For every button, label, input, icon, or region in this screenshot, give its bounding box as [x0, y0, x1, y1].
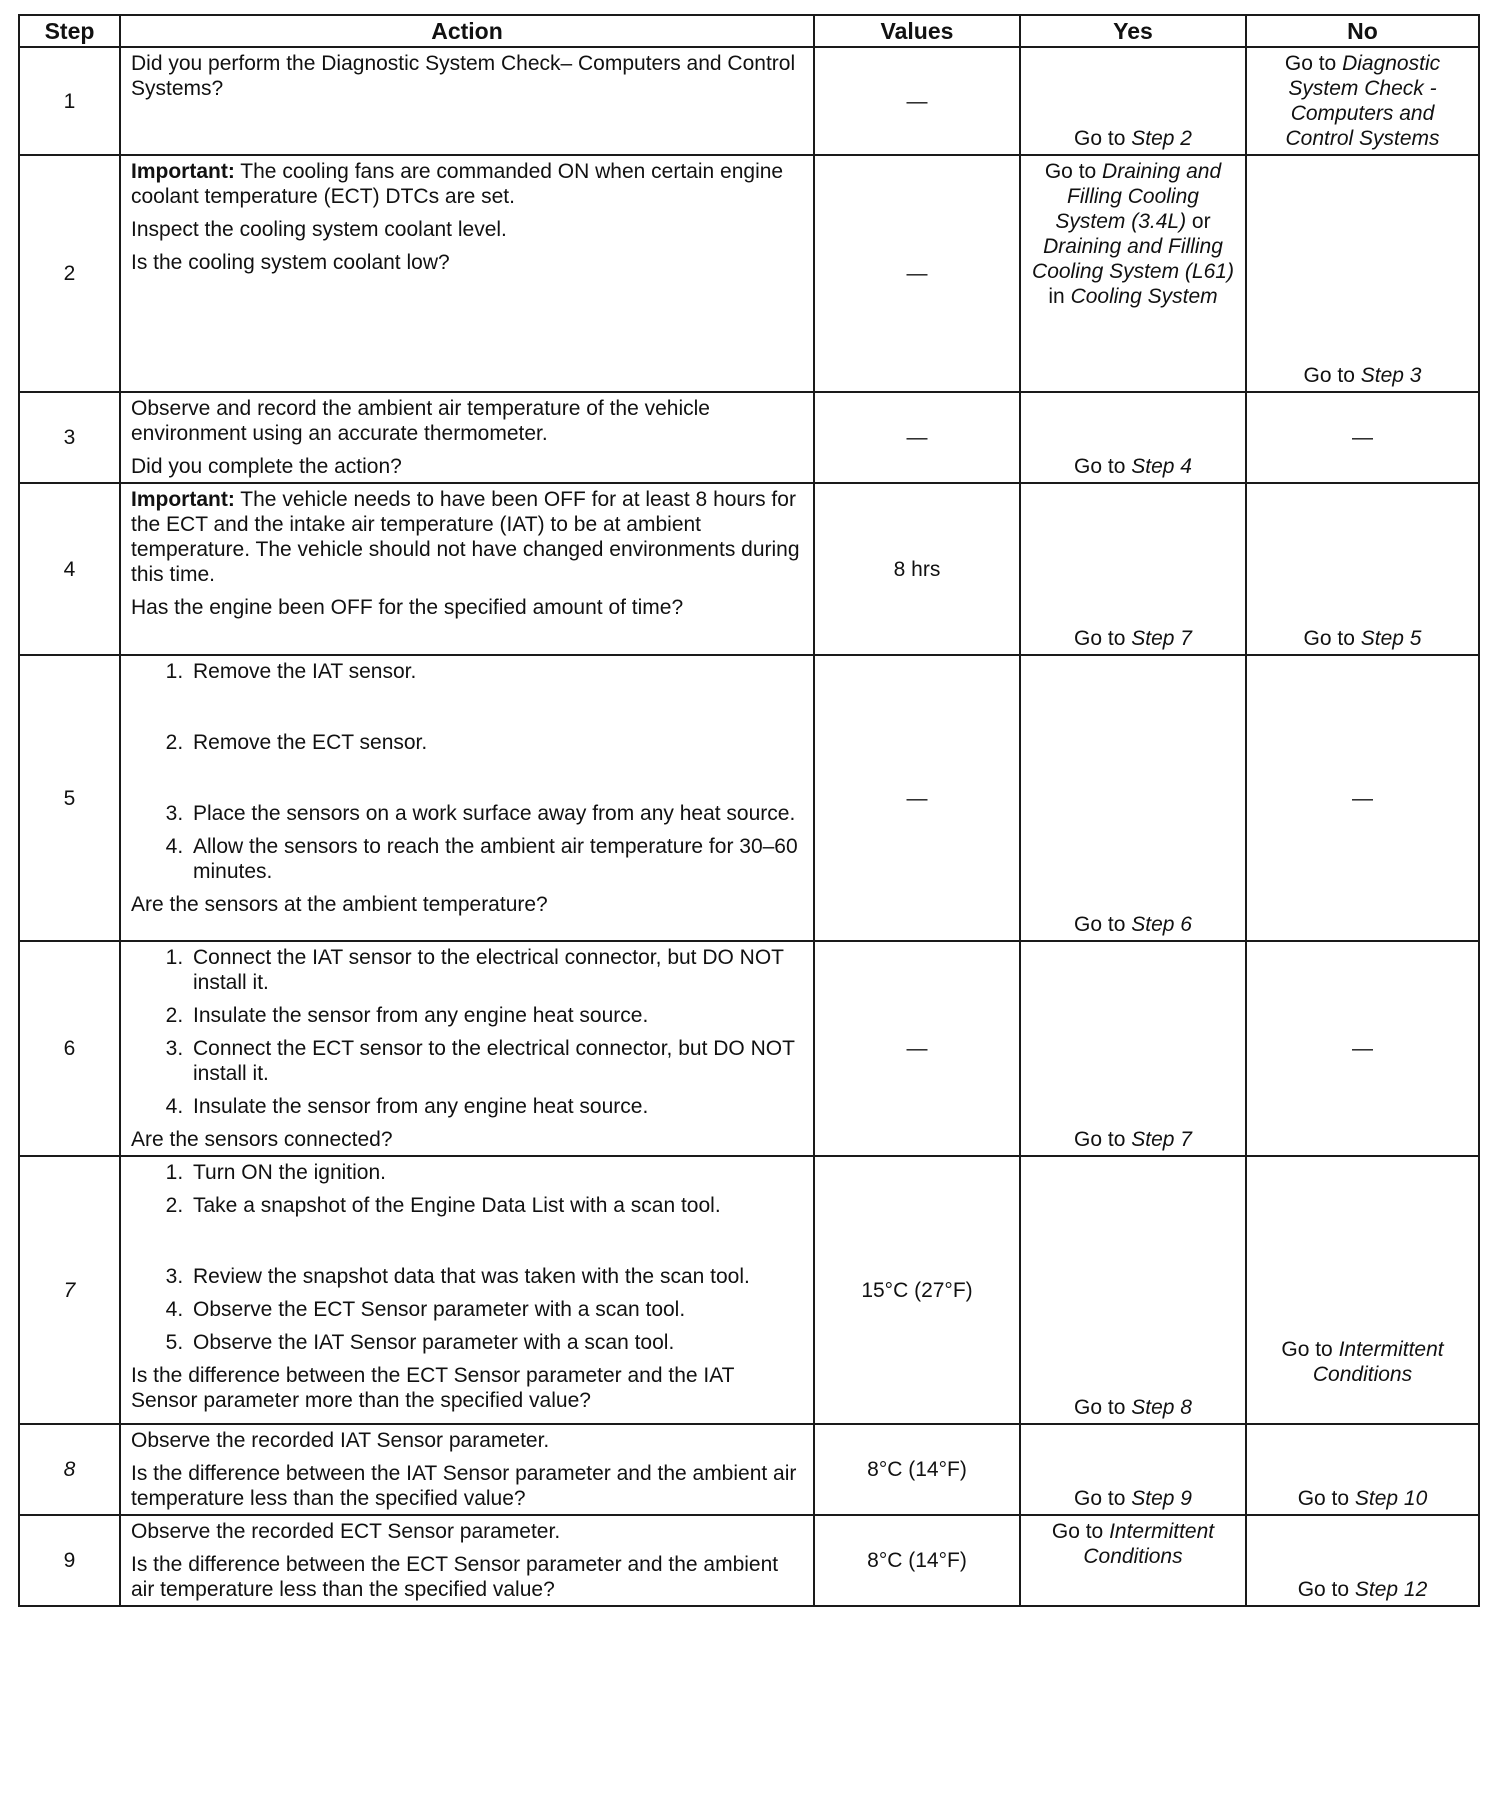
- no-cell: [1246, 1156, 1479, 1424]
- yes-link[interactable]: Step 9: [1131, 1487, 1192, 1510]
- step-number: 9: [19, 1515, 120, 1606]
- no-prefix: Go to: [1284, 52, 1343, 75]
- yes-cell: [1020, 392, 1246, 483]
- list-item: 1. Turn ON the ignition.: [189, 1160, 803, 1185]
- diagnostic-table: [18, 14, 1480, 1607]
- step-number: 1: [19, 47, 120, 155]
- yes-mid-text: or: [1186, 210, 1211, 233]
- no-link[interactable]: Diagnostic System Check - Computers and Control Systems: [1285, 52, 1441, 150]
- action-list: [131, 1160, 803, 1355]
- important-note: [131, 487, 803, 587]
- list-item: 3. Review the snapshot data that was taken with the scan tool.: [189, 1264, 803, 1289]
- action-question: Has the engine been OFF for the specified amount of time?: [131, 596, 684, 619]
- yes-prefix: Go to: [1074, 455, 1132, 478]
- yes-prefix: Go to: [1074, 627, 1132, 650]
- yes-link[interactable]: Step 7: [1131, 1128, 1192, 1151]
- yes-prefix: Go to: [1051, 1520, 1110, 1543]
- yes-cell: [1020, 1156, 1246, 1424]
- no-prefix: Go to: [1281, 1338, 1339, 1361]
- action-question: Did you complete the action?: [131, 455, 402, 478]
- no-prefix: Go to: [1303, 364, 1361, 387]
- no-cell: [1246, 155, 1479, 392]
- no-prefix: Go to: [1303, 627, 1361, 650]
- list-item: 2. Take a snapshot of the Engine Data List with a scan tool.: [189, 1193, 803, 1218]
- no-link[interactable]: Intermittent Conditions: [1312, 1338, 1444, 1386]
- list-item: 3. Place the sensors on a work surface away from any heat source.: [189, 801, 803, 826]
- no-link[interactable]: Step 5: [1360, 627, 1422, 650]
- action-question: Is the difference between the ECT Sensor parameter and the ambient air temperature less than the specified value?: [131, 1553, 779, 1601]
- no-link[interactable]: Step 12: [1354, 1578, 1428, 1601]
- list-item: 1. Connect the IAT sensor to the electrical connector, but DO NOT install it.: [189, 945, 803, 995]
- no-cell: —: [1246, 392, 1479, 483]
- no-cell: [1246, 47, 1479, 155]
- no-cell: [1246, 1515, 1479, 1606]
- table-row: [19, 155, 1479, 392]
- yes-cell: [1020, 1515, 1246, 1606]
- table-row: [19, 941, 1479, 1156]
- step-number: 4: [19, 483, 120, 655]
- yes-link[interactable]: Step 2: [1131, 127, 1192, 150]
- no-cell: [1246, 1424, 1479, 1515]
- yes-cell: [1020, 1424, 1246, 1515]
- header-action: Action: [120, 15, 814, 47]
- no-cell: —: [1246, 941, 1479, 1156]
- action-text: Inspect the cooling system coolant level.: [131, 218, 507, 241]
- action-cell: [120, 155, 814, 392]
- yes-link[interactable]: Step 4: [1131, 455, 1192, 478]
- action-list: [131, 659, 803, 884]
- action-question: Is the cooling system coolant low?: [131, 251, 450, 274]
- value-cell: —: [814, 155, 1020, 392]
- no-cell: [1246, 483, 1479, 655]
- important-note: [131, 159, 803, 209]
- table-row: [19, 1515, 1479, 1606]
- yes-link[interactable]: Intermittent Conditions: [1083, 1520, 1215, 1568]
- value-cell: 8°C (14°F): [814, 1515, 1020, 1606]
- action-question: Are the sensors connected?: [131, 1128, 393, 1151]
- yes-cell: [1020, 655, 1246, 941]
- header-step: Step: [19, 15, 120, 47]
- list-item: 2. Insulate the sensor from any engine heat source.: [189, 1003, 803, 1028]
- header-row: [19, 15, 1479, 47]
- list-item: 4. Allow the sensors to reach the ambient air temperature for 30–60 minutes.: [189, 834, 803, 884]
- step-number: 7: [19, 1156, 120, 1424]
- table-row: [19, 655, 1479, 941]
- value-cell: 15°C (27°F): [814, 1156, 1020, 1424]
- action-cell: [120, 1156, 814, 1424]
- value-cell: —: [814, 47, 1020, 155]
- action-text: Observe the recorded ECT Sensor parameter.: [131, 1520, 561, 1543]
- header-values: Values: [814, 15, 1020, 47]
- step-number: 8: [19, 1424, 120, 1515]
- list-item: 3. Connect the ECT sensor to the electrical connector, but DO NOT install it.: [189, 1036, 803, 1086]
- step-number: 2: [19, 155, 120, 392]
- yes-prefix: Go to: [1044, 160, 1103, 183]
- no-link[interactable]: Step 3: [1360, 364, 1422, 387]
- header-no: No: [1246, 15, 1479, 47]
- yes-link[interactable]: Step 8: [1131, 1396, 1192, 1419]
- table-row: [19, 47, 1479, 155]
- yes-link[interactable]: Step 6: [1131, 913, 1192, 936]
- table-row: [19, 392, 1479, 483]
- value-cell: 8°C (14°F): [814, 1424, 1020, 1515]
- yes-prefix: Go to: [1074, 1396, 1132, 1419]
- no-cell: —: [1246, 655, 1479, 941]
- yes-prefix: Go to: [1074, 1128, 1132, 1151]
- important-text: The vehicle needs to have been OFF for at least 8 hours for the ECT and the intake air temperature (IAT) to be at ambient temperature. The vehicle should not have changed environments during this time.: [131, 488, 800, 586]
- no-prefix: Go to: [1297, 1578, 1355, 1601]
- list-item: 2. Remove the ECT sensor.: [189, 730, 803, 755]
- yes-link-cooling-system[interactable]: Cooling System: [1070, 285, 1218, 308]
- yes-prefix: Go to: [1074, 127, 1132, 150]
- yes-prefix: Go to: [1074, 1487, 1132, 1510]
- table-row: [19, 1424, 1479, 1515]
- action-question: Is the difference between the ECT Sensor parameter and the IAT Sensor parameter more than the specified value?: [131, 1364, 735, 1412]
- important-label: Important:: [131, 488, 235, 511]
- yes-mid-text-2: in: [1048, 285, 1071, 308]
- important-label: Important:: [131, 160, 235, 183]
- value-cell: 8 hrs: [814, 483, 1020, 655]
- no-prefix: Go to: [1297, 1487, 1355, 1510]
- action-text: Observe the recorded IAT Sensor parameter.: [131, 1429, 550, 1452]
- yes-cell: [1020, 941, 1246, 1156]
- action-cell: [120, 655, 814, 941]
- no-link[interactable]: Step 10: [1354, 1487, 1428, 1510]
- action-text: Observe and record the ambient air temperature of the vehicle environment using an accurate thermometer.: [131, 397, 710, 445]
- yes-link[interactable]: Step 7: [1131, 627, 1192, 650]
- yes-link-draining-l61[interactable]: Draining and Filling Cooling System (L61): [1032, 235, 1234, 283]
- value-cell: —: [814, 941, 1020, 1156]
- action-question: Is the difference between the IAT Sensor parameter and the ambient air temperature less than the specified value?: [131, 1462, 797, 1510]
- value-cell: —: [814, 392, 1020, 483]
- list-item: 4. Observe the ECT Sensor parameter with a scan tool.: [189, 1297, 803, 1322]
- yes-cell: [1020, 155, 1246, 392]
- action-cell: [120, 47, 814, 155]
- yes-cell: [1020, 47, 1246, 155]
- table-row: [19, 483, 1479, 655]
- action-question: Are the sensors at the ambient temperature?: [131, 893, 548, 916]
- yes-link-draining-3-4l[interactable]: Draining and Filling Cooling System (3.4L): [1055, 160, 1222, 233]
- yes-cell: [1020, 483, 1246, 655]
- action-cell: [120, 1515, 814, 1606]
- important-text: The cooling fans are commanded ON when certain engine coolant temperature (ECT) DTCs are set.: [131, 160, 784, 208]
- value-cell: —: [814, 655, 1020, 941]
- list-item: 1. Remove the IAT sensor.: [189, 659, 803, 684]
- yes-prefix: Go to: [1074, 913, 1132, 936]
- action-list: [131, 945, 803, 1119]
- action-cell: [120, 483, 814, 655]
- list-item: 5. Observe the IAT Sensor parameter with a scan tool.: [189, 1330, 803, 1355]
- action-cell: [120, 1424, 814, 1515]
- step-number: 5: [19, 655, 120, 941]
- table-row: [19, 1156, 1479, 1424]
- action-text: Did you perform the Diagnostic System Check– Computers and Control Systems?: [131, 52, 796, 100]
- action-cell: [120, 392, 814, 483]
- list-item: 4. Insulate the sensor from any engine heat source.: [189, 1094, 803, 1119]
- header-yes: Yes: [1020, 15, 1246, 47]
- step-number: 3: [19, 392, 120, 483]
- step-number: 6: [19, 941, 120, 1156]
- action-cell: [120, 941, 814, 1156]
